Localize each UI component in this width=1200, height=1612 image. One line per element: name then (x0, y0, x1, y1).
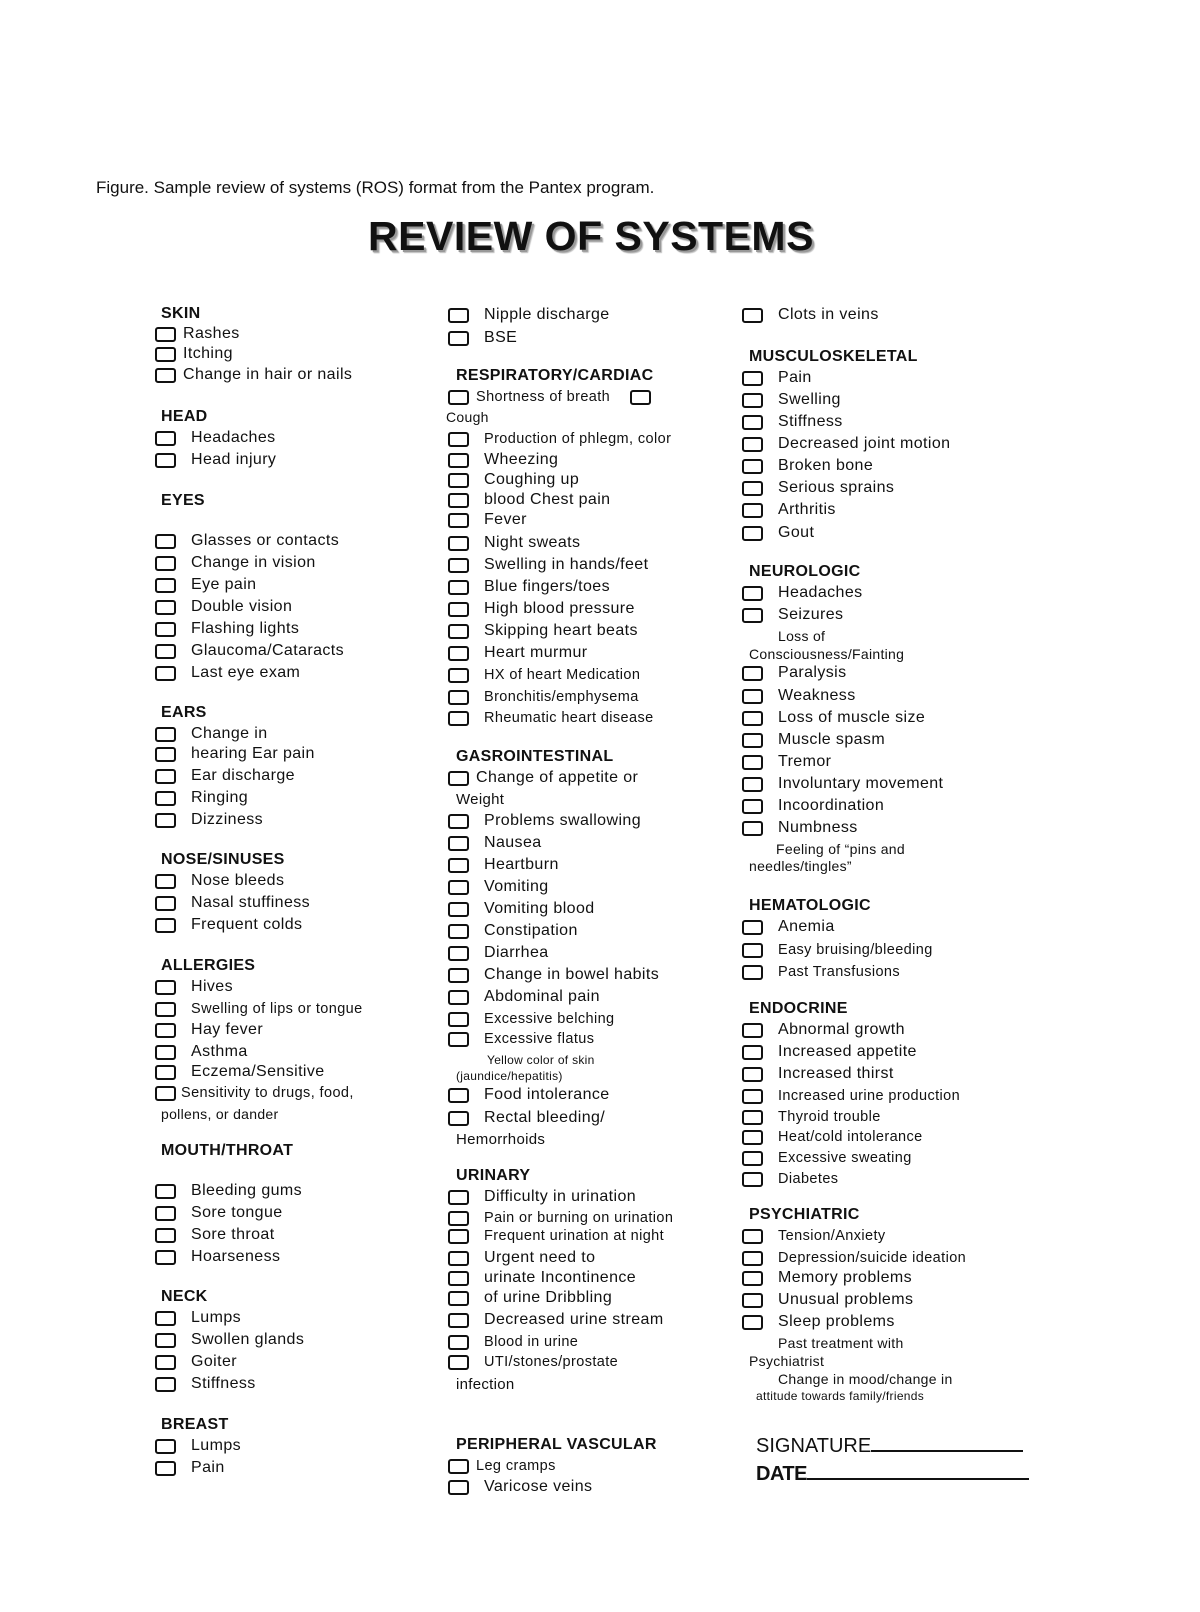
item-label: Paralysis (778, 664, 847, 681)
item-label: Change in (191, 725, 268, 742)
item-label: Abdominal pain (484, 988, 600, 1005)
item-continuation: Loss of (778, 628, 826, 644)
item-label: Gout (778, 524, 815, 541)
checkbox[interactable] (448, 1335, 469, 1350)
item-label: hearing Ear pain (191, 745, 315, 762)
item-label: Pain or burning on urination (484, 1210, 674, 1226)
checkbox[interactable] (742, 920, 763, 935)
date-line[interactable] (807, 1462, 1029, 1480)
checkbox[interactable] (742, 1130, 763, 1145)
item-label: Nose bleeds (191, 872, 285, 889)
checkbox[interactable] (155, 1333, 176, 1348)
checkbox[interactable] (742, 777, 763, 792)
item-label: Rashes (183, 325, 240, 342)
checkbox[interactable] (155, 727, 176, 742)
item-label: Glaucoma/Cataracts (191, 642, 345, 659)
checkbox[interactable] (155, 600, 176, 615)
checkbox[interactable] (155, 1023, 176, 1038)
item-label: Ear discharge (191, 767, 295, 784)
section-heading-head: HEAD (161, 408, 208, 425)
item-label: Shortness of breath (476, 389, 611, 405)
checkbox[interactable] (155, 1439, 176, 1454)
item-label: of urine Dribbling (484, 1289, 613, 1306)
item-label: Memory problems (778, 1269, 913, 1286)
item-continuation: attitude towards family/friends (756, 1389, 925, 1403)
item-label: Tension/Anxiety (778, 1228, 886, 1244)
checkbox[interactable] (742, 733, 763, 748)
checkbox[interactable] (448, 1032, 469, 1047)
item-label: Vomiting (484, 878, 549, 895)
item-label: Change in bowel habits (484, 966, 660, 983)
item-continuation: Feeling of “pins and (776, 841, 905, 857)
section-heading-endocrine: ENDOCRINE (749, 1000, 848, 1017)
checkbox[interactable] (448, 990, 469, 1005)
page-title: REVIEW OF SYSTEMS (368, 213, 814, 259)
checkbox[interactable] (155, 622, 176, 637)
checkbox[interactable] (742, 965, 763, 980)
checkbox[interactable] (155, 1250, 176, 1265)
checkbox[interactable] (155, 431, 176, 446)
section-heading-allergies: ALLERGIES (161, 957, 256, 974)
item-label: Heartburn (484, 856, 559, 873)
item-label: Skipping heart beats (484, 622, 638, 639)
item-label: Change of appetite or (476, 769, 639, 786)
item-label: Excessive sweating (778, 1150, 912, 1166)
item-label: Change in hair or nails (183, 366, 353, 383)
checkbox[interactable] (448, 1251, 469, 1266)
date-field[interactable] (756, 1462, 1029, 1486)
item-label: Asthma (191, 1043, 248, 1060)
checkbox[interactable] (448, 493, 469, 508)
checkbox[interactable] (448, 432, 469, 447)
item-label: Flashing lights (191, 620, 300, 637)
item-label: Frequent urination at night (484, 1228, 665, 1244)
item-label: Decreased urine stream (484, 1311, 664, 1328)
item-label: Glasses or contacts (191, 532, 340, 549)
item-label: Arthritis (778, 501, 836, 518)
section-heading-ears: EARS (161, 704, 207, 721)
item-continuation: Change in mood/change in (778, 1371, 953, 1387)
checkbox[interactable] (155, 347, 176, 362)
item-label: Night sweats (484, 534, 581, 551)
checkbox[interactable] (742, 821, 763, 836)
item-label: Diarrhea (484, 944, 549, 961)
item-continuation: Weight (456, 791, 505, 808)
item-label: Swollen glands (191, 1331, 305, 1348)
item-label: urinate Incontinence (484, 1269, 637, 1286)
item-continuation: Psychiatrist (749, 1353, 825, 1369)
checkbox[interactable] (448, 814, 469, 829)
item-label: Eczema/Sensitive (191, 1063, 325, 1080)
item-label: Thyroid trouble (778, 1109, 881, 1125)
checkbox[interactable] (448, 924, 469, 939)
item-label: Food intolerance (484, 1086, 610, 1103)
checkbox[interactable] (448, 771, 469, 786)
checkbox[interactable] (742, 459, 763, 474)
date-label: DATE (756, 1463, 807, 1485)
item-label: Nipple discharge (484, 306, 610, 323)
item-label: Swelling of lips or tongue (191, 1001, 363, 1017)
item-continuation: pollens, or dander (161, 1106, 279, 1122)
section-heading-neurologic: NEUROLOGIC (749, 563, 861, 580)
checkbox[interactable] (448, 946, 469, 961)
checkbox[interactable] (448, 1088, 469, 1103)
item-label: BSE (484, 329, 518, 346)
item-label: Numbness (778, 819, 858, 836)
signature-field[interactable] (756, 1434, 1023, 1458)
checkbox[interactable] (448, 1480, 469, 1495)
checkbox[interactable] (448, 473, 469, 488)
checkbox[interactable] (155, 791, 176, 806)
checkbox[interactable] (742, 503, 763, 518)
checkbox[interactable] (448, 1313, 469, 1328)
checkbox[interactable] (448, 668, 469, 683)
checkbox[interactable] (448, 1111, 469, 1126)
checkbox[interactable] (155, 980, 176, 995)
checkbox[interactable] (155, 874, 176, 889)
item-label: Nasal stuffiness (191, 894, 311, 911)
checkbox[interactable] (448, 836, 469, 851)
item-continuation: needles/tingles” (749, 858, 852, 874)
figure-caption: Figure. Sample review of systems (ROS) format from the Pantex program. (96, 178, 655, 197)
item-label: Frequent colds (191, 916, 303, 933)
section-heading-neck: NECK (161, 1288, 208, 1305)
item-label: blood Chest pain (484, 491, 611, 508)
item-label: Urgent need to (484, 1249, 596, 1266)
checkbox[interactable] (742, 666, 763, 681)
item-label: Broken bone (778, 457, 874, 474)
item-label: Double vision (191, 598, 293, 615)
checkbox[interactable] (155, 666, 176, 681)
item-label: Pain (191, 1459, 225, 1476)
checkbox[interactable] (155, 556, 176, 571)
item-label: Decreased joint motion (778, 435, 951, 452)
checkbox[interactable] (448, 390, 469, 405)
item-label: Hives (191, 978, 234, 995)
checkbox[interactable] (448, 513, 469, 528)
item-label: Vomiting blood (484, 900, 595, 917)
checkbox[interactable] (742, 1067, 763, 1082)
section-heading-mouth-throat: MOUTH/THROAT (161, 1142, 294, 1159)
item-label: Leg cramps (476, 1458, 556, 1474)
checkbox[interactable] (742, 1315, 763, 1330)
checkbox[interactable] (155, 918, 176, 933)
checkbox[interactable] (155, 1228, 176, 1243)
section-heading-hematologic: HEMATOLOGIC (749, 897, 871, 914)
item-label: Ringing (191, 789, 249, 806)
checkbox[interactable] (742, 1229, 763, 1244)
checkbox[interactable] (448, 1291, 469, 1306)
checkbox[interactable] (448, 1459, 469, 1474)
checkbox[interactable] (742, 711, 763, 726)
item-label: Dizziness (191, 811, 264, 828)
checkbox[interactable] (742, 755, 763, 770)
item-label: Easy bruising/bleeding (778, 942, 933, 958)
section-heading-respiratory-cardiac: RESPIRATORY/CARDIAC (456, 367, 654, 384)
item-label: Itching (183, 345, 233, 362)
item-label: Muscle spasm (778, 731, 886, 748)
item-label: Heart murmur (484, 644, 588, 661)
checkbox[interactable] (155, 1377, 176, 1392)
item-label: Sleep problems (778, 1313, 895, 1330)
item-label: Change in vision (191, 554, 316, 571)
item-label: Clots in veins (778, 306, 879, 323)
item-label: Stiffness (191, 1375, 256, 1392)
checkbox[interactable] (155, 769, 176, 784)
checkbox[interactable] (742, 586, 763, 601)
item-label: Past Transfusions (778, 964, 901, 980)
checkbox[interactable] (742, 943, 763, 958)
checkbox[interactable] (742, 526, 763, 541)
section-heading-urinary: URINARY (456, 1167, 531, 1184)
item-label: Seizures (778, 606, 844, 623)
item-label: Stiffness (778, 413, 843, 430)
item-label: Unusual problems (778, 1291, 914, 1308)
checkbox[interactable] (155, 453, 176, 468)
checkbox[interactable] (448, 858, 469, 873)
checkbox[interactable] (155, 813, 176, 828)
checkbox[interactable] (742, 437, 763, 452)
item-continuation: Hemorrhoids (456, 1131, 546, 1148)
item-label: Rectal bleeding/ (484, 1109, 606, 1126)
checkbox[interactable] (448, 602, 469, 617)
checkbox[interactable] (448, 1229, 469, 1244)
item-label: Lumps (191, 1437, 242, 1454)
item-label: Heat/cold intolerance (778, 1129, 923, 1145)
checkbox[interactable] (742, 608, 763, 623)
item-label: Bronchitis/emphysema (484, 689, 639, 705)
checkbox[interactable] (742, 393, 763, 408)
item-label: High blood pressure (484, 600, 635, 617)
item-label: Depression/suicide ideation (778, 1250, 967, 1266)
item-label: Diabetes (778, 1171, 839, 1187)
item-label: Bleeding gums (191, 1182, 303, 1199)
item-label: Increased thirst (778, 1065, 894, 1082)
signature-label: SIGNATURE (756, 1435, 872, 1457)
checkbox[interactable] (742, 1023, 763, 1038)
item-label: Weakness (778, 687, 856, 704)
item-continuation: infection (456, 1376, 515, 1393)
checkbox[interactable] (155, 1461, 176, 1476)
item-label: Sore throat (191, 1226, 275, 1243)
checkbox[interactable] (448, 536, 469, 551)
checkbox[interactable] (155, 534, 176, 549)
item-continuation: Past treatment with (778, 1335, 904, 1351)
item-label: Coughing up (484, 471, 580, 488)
checkbox[interactable] (742, 481, 763, 496)
item-label: Incoordination (778, 797, 885, 814)
item-label: Loss of muscle size (778, 709, 926, 726)
checkbox[interactable] (448, 1271, 469, 1286)
item-label: Tremor (778, 753, 832, 770)
checkbox[interactable] (448, 580, 469, 595)
checkbox[interactable] (155, 327, 176, 342)
item-label: Swelling in hands/feet (484, 556, 649, 573)
item-label: Excessive belching (484, 1011, 615, 1027)
section-heading-psychiatric: PSYCHIATRIC (749, 1206, 860, 1223)
checkbox[interactable] (448, 880, 469, 895)
checkbox[interactable] (448, 308, 469, 323)
checkbox[interactable] (155, 1311, 176, 1326)
checkbox[interactable] (630, 390, 651, 405)
checkbox[interactable] (742, 1151, 763, 1166)
item-label: Eye pain (191, 576, 257, 593)
item-label: Lumps (191, 1309, 242, 1326)
checkbox[interactable] (448, 902, 469, 917)
item-label: Hay fever (191, 1021, 264, 1038)
item-label: Difficulty in urination (484, 1188, 637, 1205)
item-label: Sensitivity to drugs, food, (181, 1085, 354, 1101)
item-label: Serious sprains (778, 479, 895, 496)
checkbox[interactable] (155, 644, 176, 659)
checkbox[interactable] (448, 331, 469, 346)
section-heading-skin: SKIN (161, 305, 201, 322)
item-label: Sore tongue (191, 1204, 283, 1221)
checkbox[interactable] (742, 689, 763, 704)
item-label: HX of heart Medication (484, 667, 641, 683)
checkbox[interactable] (448, 1355, 469, 1370)
checkbox[interactable] (448, 711, 469, 726)
checkbox[interactable] (155, 1065, 176, 1080)
checkbox[interactable] (742, 1271, 763, 1286)
checkbox[interactable] (448, 690, 469, 705)
section-heading-musculoskeletal: MUSCULOSKELETAL (749, 348, 918, 365)
item-label: Varicose veins (484, 1478, 593, 1495)
item-label: Blood in urine (484, 1334, 579, 1350)
checkbox[interactable] (742, 371, 763, 386)
item-label: Goiter (191, 1353, 237, 1370)
item-label: Swelling (778, 391, 841, 408)
item-label: Constipation (484, 922, 578, 939)
checkbox[interactable] (742, 1172, 763, 1187)
item-label: Nausea (484, 834, 542, 851)
item-label: Problems swallowing (484, 812, 641, 829)
checkbox[interactable] (155, 1002, 176, 1017)
checkbox[interactable] (448, 1190, 469, 1205)
section-heading-breast: BREAST (161, 1416, 229, 1433)
item-label: Last eye exam (191, 664, 301, 681)
checkbox[interactable] (155, 1086, 176, 1101)
item-label: Anemia (778, 918, 835, 935)
item-label: Headaches (191, 429, 276, 446)
checkbox[interactable] (155, 578, 176, 593)
signature-line[interactable] (871, 1434, 1023, 1452)
item-continuation: (jaundice/hepatitis) (456, 1069, 563, 1083)
section-heading-nose-sinuses: NOSE/SINUSES (161, 851, 285, 868)
section-heading-gastrointestinal: GASROINTESTINAL (456, 748, 614, 765)
checkbox[interactable] (742, 1089, 763, 1104)
item-label: Hoarseness (191, 1248, 281, 1265)
item-label: Abnormal growth (778, 1021, 905, 1038)
item-continuation: Consciousness/Fainting (749, 646, 905, 662)
item-continuation: Cough (446, 409, 489, 425)
item-label: Fever (484, 511, 527, 528)
checkbox[interactable] (155, 1355, 176, 1370)
checkbox[interactable] (448, 1211, 469, 1226)
checkbox[interactable] (448, 624, 469, 639)
checkbox[interactable] (155, 1045, 176, 1060)
checkbox[interactable] (155, 896, 176, 911)
checkbox[interactable] (155, 1184, 176, 1199)
checkbox[interactable] (742, 308, 763, 323)
checkbox[interactable] (742, 1251, 763, 1266)
item-label: Increased urine production (778, 1088, 961, 1104)
checkbox[interactable] (448, 1012, 469, 1027)
item-label: Wheezing (484, 451, 559, 468)
checkbox[interactable] (448, 453, 469, 468)
item-continuation: Yellow color of skin (487, 1053, 595, 1067)
item-label: Headaches (778, 584, 863, 601)
checkbox[interactable] (448, 558, 469, 573)
item-label: Production of phlegm, color (484, 431, 672, 447)
item-label: Pain (778, 369, 812, 386)
section-heading-eyes: EYES (161, 492, 205, 509)
checkbox[interactable] (742, 1110, 763, 1125)
item-label: Excessive flatus (484, 1031, 595, 1047)
item-label: Head injury (191, 451, 277, 468)
checkbox[interactable] (155, 368, 176, 383)
checkbox[interactable] (155, 747, 176, 762)
item-label: Blue fingers/toes (484, 578, 610, 595)
checkbox[interactable] (448, 968, 469, 983)
checkbox[interactable] (448, 646, 469, 661)
checkbox[interactable] (742, 1293, 763, 1308)
checkbox[interactable] (742, 799, 763, 814)
item-label: Increased appetite (778, 1043, 917, 1060)
checkbox[interactable] (155, 1206, 176, 1221)
item-label: UTI/stones/prostate (484, 1354, 619, 1370)
item-label: Involuntary movement (778, 775, 944, 792)
section-heading-peripheral-vascular: PERIPHERAL VASCULAR (456, 1436, 657, 1453)
checkbox[interactable] (742, 415, 763, 430)
checkbox[interactable] (742, 1045, 763, 1060)
item-label: Rheumatic heart disease (484, 710, 654, 726)
